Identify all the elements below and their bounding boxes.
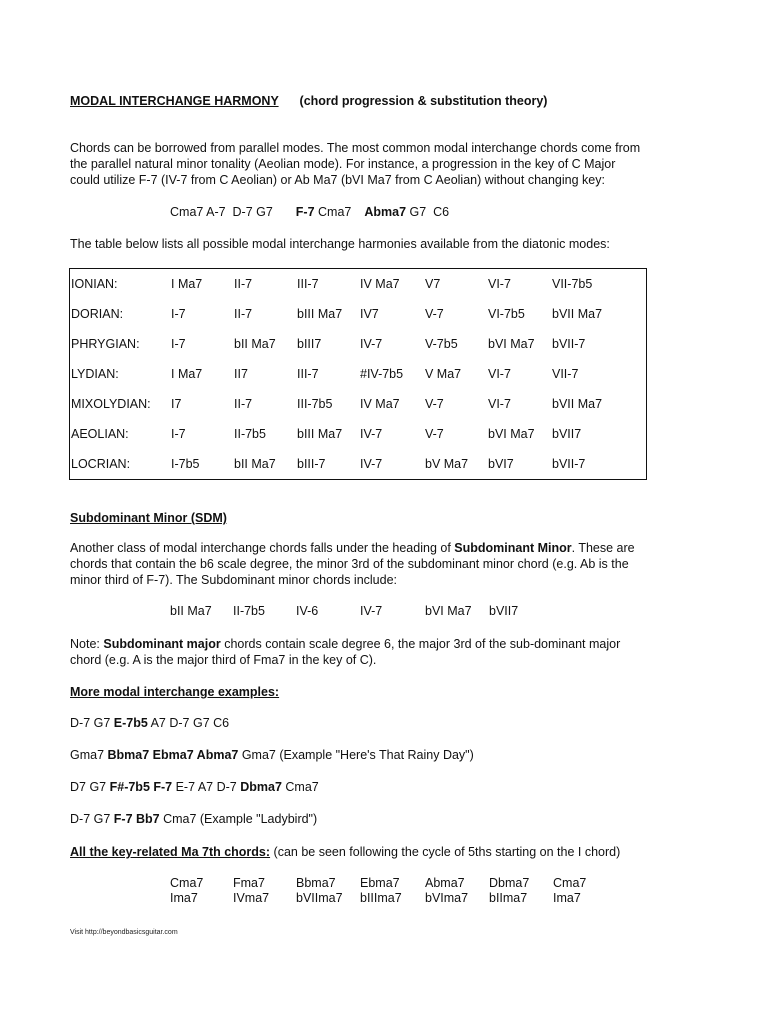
ex2-a: Gma7 — [70, 748, 108, 762]
chord-cell: V-7 — [425, 427, 444, 441]
chord-cell: I-7 — [171, 427, 186, 441]
chord-cell: VI-7 — [488, 397, 511, 411]
table-row — [70, 329, 647, 359]
example-bold-1: F-7 — [295, 205, 315, 219]
intro-line-2: the parallel natural minor tonality (Aeolian mode). For instance, a progression in the key of C Major — [70, 157, 616, 171]
ex3-a: D7 G7 — [70, 780, 110, 794]
chord-cell: bVII-7 — [552, 337, 586, 351]
ex1-c: A7 D-7 G7 C6 — [147, 716, 230, 730]
chord-cell: V Ma7 — [425, 367, 462, 381]
table-row — [70, 269, 647, 300]
chord-cell: I7 — [171, 397, 182, 411]
sdm-heading: Subdominant Minor (SDM) — [70, 511, 227, 525]
ex3-d: Cma7 — [281, 780, 319, 794]
chord-cell: II-7 — [234, 397, 253, 411]
key-related-note: (can be seen following the cycle of 5ths starting on the I chord) — [270, 845, 621, 859]
key-chord: Bbma7 — [296, 876, 336, 890]
ex2-bold: Bbma7 Ebma7 Abma7 — [107, 748, 239, 762]
example-2 — [70, 747, 474, 763]
chord-cell: V-7b5 — [425, 337, 458, 351]
chord-cell: V-7 — [425, 307, 444, 321]
chord-cell: bIII Ma7 — [297, 427, 343, 441]
table-row — [70, 359, 647, 389]
key-chord: Fma7 — [233, 876, 265, 890]
more-examples-heading: More modal interchange examples: — [70, 685, 280, 699]
chord-cell: IV Ma7 — [360, 397, 400, 411]
example-1 — [70, 715, 229, 731]
sdm-bold: Subdominant Minor — [454, 541, 572, 555]
key-related-line — [70, 844, 620, 860]
chord-cell: II7 — [234, 367, 248, 381]
sdm-chord: IV-6 — [296, 604, 319, 618]
note-line-2: chord (e.g. A is the major third of Fma7 in the key of C). — [70, 653, 377, 667]
example-3 — [70, 779, 319, 795]
chord-cell: III-7 — [297, 277, 319, 291]
chord-cell: V-7 — [425, 397, 444, 411]
key-chord: Ebma7 — [360, 876, 400, 890]
chord-cell: bVI Ma7 — [488, 337, 535, 351]
chord-cell: bVII Ma7 — [552, 397, 603, 411]
chord-cell: V7 — [425, 277, 441, 291]
sdm-chord: bVII7 — [489, 604, 519, 618]
table-intro: The table below lists all possible modal interchange harmonies available from the diatonic modes: — [70, 237, 610, 251]
chord-cell: II-7 — [234, 277, 253, 291]
key-chord: Cma7 — [553, 876, 587, 890]
ex2-c: Gma7 (Example "Here's That Rainy Day") — [238, 748, 474, 762]
chord-cell: #IV-7b5 — [360, 367, 404, 381]
mode-name: PHRYGIAN: — [71, 337, 140, 351]
chord-cell: I Ma7 — [171, 367, 203, 381]
chord-cell: I Ma7 — [171, 277, 203, 291]
chord-cell: IV-7 — [360, 427, 383, 441]
chord-cell: IV Ma7 — [360, 277, 400, 291]
sdm-chord: IV-7 — [360, 604, 383, 618]
chord-cell: bII Ma7 — [234, 337, 276, 351]
ex3-bold-2: Dbma7 — [240, 780, 282, 794]
key-numeral: Ima7 — [170, 891, 198, 905]
sdm-text-a: Another class of modal interchange chords falls under the heading of — [70, 541, 455, 555]
chord-cell: I-7 — [171, 337, 186, 351]
ex1-a: D-7 G7 — [70, 716, 114, 730]
chord-cell: VI-7b5 — [488, 307, 525, 321]
mode-name: IONIAN: — [71, 277, 118, 291]
mode-name: DORIAN: — [71, 307, 124, 321]
chord-cell: VI-7 — [488, 277, 511, 291]
chord-cell: IV-7 — [360, 457, 383, 471]
key-numeral: bVIma7 — [425, 891, 469, 905]
chord-cell: I-7b5 — [171, 457, 200, 471]
chord-cell: II-7 — [234, 307, 253, 321]
chord-cell: VI-7 — [488, 367, 511, 381]
ex4-a: D-7 G7 — [70, 812, 114, 826]
table-row — [70, 389, 647, 419]
chord-cell: bIII-7 — [297, 457, 326, 471]
example-part-1: Cma7 A-7 D-7 G7 — [170, 205, 273, 219]
sdm-paragraph-line-2: chords that contain the b6 scale degree, the minor 3rd of the subdominant minor chord (e.g. Ab is the — [70, 557, 629, 571]
chord-cell: III-7 — [297, 367, 319, 381]
chord-cell: IV7 — [360, 307, 379, 321]
intro-line-3: could utilize F-7 (IV-7 from C Aeolian) or Ab Ma7 (bVI Ma7 from C Aeolian) without changing key: — [70, 173, 605, 187]
example-part-3: G7 C6 — [409, 205, 450, 219]
ex4-bold: F-7 Bb7 — [113, 812, 160, 826]
chord-cell: VII-7b5 — [552, 277, 593, 291]
note-bold: Subdominant major — [103, 637, 221, 651]
example-4 — [70, 811, 317, 827]
key-chord: Cma7 — [170, 876, 204, 890]
example-part-2: Cma7 — [318, 205, 352, 219]
key-related-heading: All the key-related Ma 7th chords: — [70, 845, 271, 859]
table-row — [70, 419, 647, 449]
modes-table — [69, 268, 647, 480]
note-label: Note: — [70, 637, 104, 651]
mode-name: LYDIAN: — [71, 367, 119, 381]
ex4-c: Cma7 (Example "Ladybird") — [159, 812, 318, 826]
mode-name: AEOLIAN: — [71, 427, 129, 441]
key-numeral: bIIma7 — [489, 891, 528, 905]
sdm-text-b: . These are — [571, 541, 635, 555]
key-numeral: Ima7 — [553, 891, 581, 905]
key-numeral: bIIIma7 — [360, 891, 402, 905]
mode-name: MIXOLYDIAN: — [71, 397, 151, 411]
sdm-paragraph-line-1 — [70, 540, 635, 556]
table-row — [70, 299, 647, 329]
subtitle-text: (chord progression & substitution theory) — [299, 94, 548, 108]
key-numeral: IVma7 — [233, 891, 270, 905]
chord-cell: bVI Ma7 — [488, 427, 535, 441]
mode-name: LOCRIAN: — [71, 457, 131, 471]
example-bold-2: Abma7 — [364, 205, 407, 219]
example-progression — [170, 205, 449, 219]
footer-link[interactable]: Visit http://beyondbasicsguitar.com — [70, 929, 178, 936]
chord-cell: bIII Ma7 — [297, 307, 343, 321]
key-chord: Abma7 — [425, 876, 465, 890]
key-chord: Dbma7 — [489, 876, 530, 890]
chord-cell: bII Ma7 — [234, 457, 276, 471]
table-row — [70, 449, 647, 480]
sdm-chord: bVI Ma7 — [425, 604, 472, 618]
ex3-bold-1: F#-7b5 F-7 — [109, 780, 173, 794]
page-title — [70, 94, 547, 108]
ex1-bold: E-7b5 — [113, 716, 148, 730]
chord-cell: II-7b5 — [234, 427, 266, 441]
sdm-chord: II-7b5 — [233, 604, 265, 618]
chord-cell: III-7b5 — [297, 397, 333, 411]
chord-cell: bV Ma7 — [425, 457, 469, 471]
chord-cell: bIII7 — [297, 337, 322, 351]
ex3-c: E-7 A7 D-7 — [172, 780, 241, 794]
chord-cell: VII-7 — [552, 367, 579, 381]
chord-cell: bVII7 — [552, 427, 582, 441]
chord-cell: bVII-7 — [552, 457, 586, 471]
title-text: MODAL INTERCHANGE HARMONY — [70, 94, 279, 108]
chord-cell: I-7 — [171, 307, 186, 321]
sdm-chord: bII Ma7 — [170, 604, 212, 618]
intro-line-1: Chords can be borrowed from parallel modes. The most common modal interchange chords come from — [70, 141, 641, 155]
chord-cell: bVI7 — [488, 457, 514, 471]
sdm-paragraph-line-3: minor third of F-7). The Subdominant minor chords include: — [70, 573, 398, 587]
chord-cell: bVII Ma7 — [552, 307, 603, 321]
key-numeral: bVIIma7 — [296, 891, 343, 905]
note-line-1 — [70, 636, 620, 652]
chord-cell: IV-7 — [360, 337, 383, 351]
note-text: chords contain scale degree 6, the major 3rd of the sub-dominant major — [220, 637, 621, 651]
